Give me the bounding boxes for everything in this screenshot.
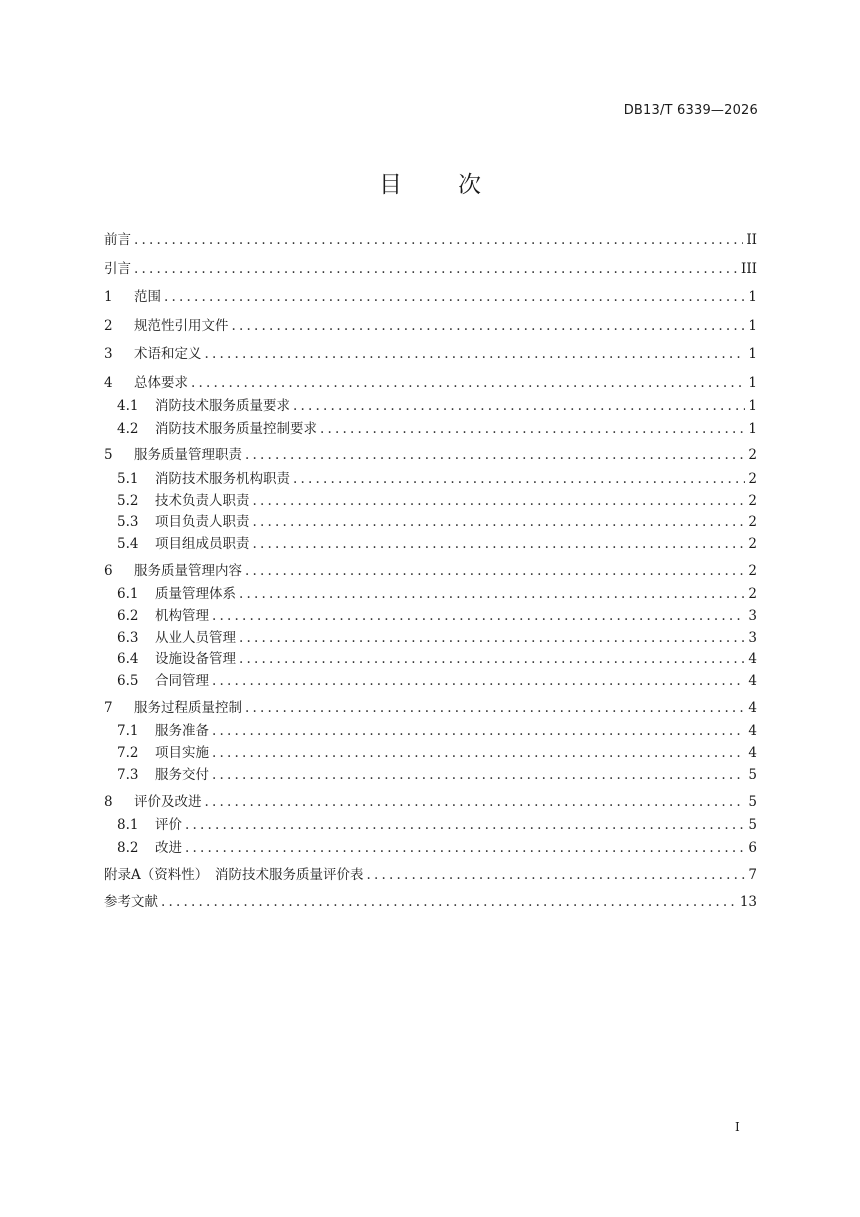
- toc-entry-page: 2: [748, 447, 757, 463]
- toc-entry-page: 4: [748, 745, 757, 761]
- toc-entry-number: 6.1: [117, 586, 139, 602]
- toc-leader-dots: [232, 316, 746, 336]
- toc-entry[interactable]: [117, 765, 757, 785]
- toc-entry-page: 2: [748, 536, 757, 552]
- toc-entry-number: 6.3: [117, 630, 139, 646]
- toc-entry-number: 7.3: [117, 767, 139, 783]
- toc-entry-page: 13: [739, 894, 757, 910]
- toc-leader-dots: [134, 230, 743, 250]
- toc-entry-label: 服务准备: [155, 723, 209, 739]
- toc-entry-page: III: [741, 261, 757, 277]
- toc-heading-char-1: 目: [379, 172, 402, 198]
- toc-entry-label: 技术负责人职责: [155, 493, 250, 509]
- toc-entry-page: 6: [748, 840, 757, 856]
- toc-entry-number: 4: [104, 375, 113, 391]
- toc-entry-label: 总体要求: [134, 375, 188, 391]
- toc-entry-page: 1: [748, 375, 757, 391]
- toc-entry[interactable]: [104, 445, 757, 465]
- toc-entry[interactable]: [117, 491, 757, 511]
- toc-entry-number: 1: [104, 289, 113, 305]
- toc-entry-number: 5.3: [117, 514, 139, 530]
- toc-entry-label: 项目组成员职责: [155, 536, 250, 552]
- toc-entry[interactable]: [117, 838, 757, 858]
- toc-entry[interactable]: [117, 584, 757, 604]
- toc-entry-page: 4: [748, 651, 757, 667]
- toc-leader-dots: [205, 792, 746, 812]
- toc-entry-label: 合同管理: [155, 673, 209, 689]
- toc-entry-page: II: [746, 232, 757, 248]
- toc-entry-label: 范围: [134, 289, 161, 305]
- toc-entry-page: 2: [748, 514, 757, 530]
- toc-leader-dots: [245, 445, 745, 465]
- toc-entry-label: 引言: [104, 261, 131, 277]
- toc-leader-dots: [253, 491, 746, 511]
- toc-entry-label: 服务过程质量控制: [134, 700, 242, 716]
- toc-leader-dots: [185, 815, 745, 835]
- toc-entry[interactable]: [117, 469, 757, 489]
- toc-entry[interactable]: [117, 671, 757, 691]
- toc-entry-number: 8.1: [117, 817, 139, 833]
- toc-entry-label: 设施设备管理: [155, 651, 236, 667]
- toc-entry-label: 服务交付: [155, 767, 209, 783]
- toc-entry-page: 1: [748, 398, 757, 414]
- toc-leader-dots: [191, 373, 745, 393]
- toc-heading: [0, 166, 860, 199]
- toc-entry-label: 消防技术服务机构职责: [155, 471, 290, 487]
- toc-leader-dots: [239, 628, 745, 648]
- toc-leader-dots: [293, 396, 745, 416]
- toc-entry-label: 项目负责人职责: [155, 514, 250, 530]
- toc-leader-dots: [161, 892, 737, 912]
- toc-leader-dots: [253, 512, 746, 532]
- toc-leader-dots: [212, 743, 745, 763]
- toc-entry[interactable]: [104, 373, 757, 393]
- toc-entry-number: 5.2: [117, 493, 139, 509]
- toc-entry[interactable]: [117, 396, 757, 416]
- toc-entry-label: 附录A（资料性） 消防技术服务质量评价表: [104, 867, 364, 883]
- toc-entry[interactable]: [117, 512, 757, 532]
- toc-entry-page: 2: [748, 493, 757, 509]
- toc-leader-dots: [212, 721, 745, 741]
- toc-leader-dots: [134, 259, 738, 279]
- toc-entry-number: 7: [104, 700, 113, 716]
- toc-entry[interactable]: [117, 606, 757, 626]
- toc-leader-dots: [185, 838, 745, 858]
- toc-entry-number: 7.1: [117, 723, 139, 739]
- toc-entry-number: 6: [104, 563, 113, 579]
- toc-leader-dots: [164, 287, 745, 307]
- toc-entry-page: 3: [748, 630, 757, 646]
- toc-entry[interactable]: [104, 865, 757, 885]
- toc-entry-page: 5: [748, 794, 757, 810]
- toc-entry-number: 4.1: [117, 398, 139, 414]
- toc-entry-number: 5.4: [117, 536, 139, 552]
- toc-entry-page: 1: [748, 289, 757, 305]
- page-number: I: [735, 1120, 740, 1134]
- toc-entry-number: 7.2: [117, 745, 139, 761]
- toc-entry-label: 质量管理体系: [155, 586, 236, 602]
- toc-entry-page: 2: [748, 586, 757, 602]
- toc-entry[interactable]: [104, 892, 757, 912]
- toc-entry-label: 消防技术服务质量要求: [155, 398, 290, 414]
- toc-entry-number: 8: [104, 794, 113, 810]
- toc-entry-page: 5: [748, 817, 757, 833]
- toc-entry[interactable]: [117, 649, 757, 669]
- toc-entry-page: 3: [748, 608, 757, 624]
- toc-entry-label: 改进: [155, 840, 182, 856]
- toc-leader-dots: [367, 865, 746, 885]
- toc-leader-dots: [245, 561, 745, 581]
- toc-entry[interactable]: [117, 419, 757, 439]
- toc-entry-number: 8.2: [117, 840, 139, 856]
- toc-entry-page: 1: [748, 346, 757, 362]
- toc-entry[interactable]: [104, 230, 757, 250]
- toc-entry[interactable]: [117, 721, 757, 741]
- toc-leader-dots: [320, 419, 745, 439]
- toc-entry-label: 参考文献: [104, 894, 158, 910]
- toc-entry-label: 术语和定义: [134, 346, 202, 362]
- toc-entry-number: 4.2: [117, 421, 139, 437]
- toc-entry-page: 4: [748, 700, 757, 716]
- toc-entry[interactable]: [104, 698, 757, 718]
- toc-heading-char-2: 次: [458, 172, 481, 198]
- toc-entry-number: 2: [104, 318, 113, 334]
- toc-entry-label: 评价: [155, 817, 182, 833]
- toc-entry-number: 6.4: [117, 651, 139, 667]
- toc-leader-dots: [253, 534, 746, 554]
- toc-entry-page: 1: [748, 318, 757, 334]
- toc-entry[interactable]: [104, 316, 757, 336]
- toc-leader-dots: [212, 765, 745, 785]
- toc-entry-page: 2: [748, 563, 757, 579]
- toc-entry[interactable]: [104, 344, 757, 364]
- toc-entry[interactable]: [117, 815, 757, 835]
- toc-entry-label: 从业人员管理: [155, 630, 236, 646]
- toc-entry-page: 1: [748, 421, 757, 437]
- toc-entry-label: 服务质量管理内容: [134, 563, 242, 579]
- toc-leader-dots: [293, 469, 745, 489]
- toc-entry-number: 6.2: [117, 608, 139, 624]
- toc-entry-label: 消防技术服务质量控制要求: [155, 421, 317, 437]
- toc-leader-dots: [245, 698, 745, 718]
- toc-entry-page: 2: [748, 471, 757, 487]
- toc-entry-label: 评价及改进: [134, 794, 202, 810]
- toc-entry-label: 前言: [104, 232, 131, 248]
- toc-entry[interactable]: [104, 287, 757, 307]
- toc-entry[interactable]: [104, 259, 757, 279]
- toc-entry-label: 规范性引用文件: [134, 318, 229, 334]
- toc-entry-number: 3: [104, 346, 113, 362]
- toc-entry-label: 项目实施: [155, 745, 209, 761]
- toc-entry[interactable]: [117, 628, 757, 648]
- toc-leader-dots: [239, 584, 745, 604]
- toc-entry[interactable]: [117, 743, 757, 763]
- toc-entry-label: 机构管理: [155, 608, 209, 624]
- toc-leader-dots: [239, 649, 745, 669]
- toc-entry-page: 5: [748, 767, 757, 783]
- toc-entry-page: 4: [748, 673, 757, 689]
- toc-entry-label: 服务质量管理职责: [134, 447, 242, 463]
- toc-entry-page: 4: [748, 723, 757, 739]
- toc-entry-number: 6.5: [117, 673, 139, 689]
- toc-leader-dots: [212, 671, 745, 691]
- toc-entry-page: 7: [748, 867, 757, 883]
- document-code: DB13/T 6339—2026: [623, 103, 758, 118]
- toc-entry[interactable]: [104, 792, 757, 812]
- toc-entry[interactable]: [104, 561, 757, 581]
- toc-entry-number: 5: [104, 447, 113, 463]
- toc-entry-number: 5.1: [117, 471, 139, 487]
- toc-entry[interactable]: [117, 534, 757, 554]
- toc-leader-dots: [205, 344, 746, 364]
- toc-leader-dots: [212, 606, 745, 626]
